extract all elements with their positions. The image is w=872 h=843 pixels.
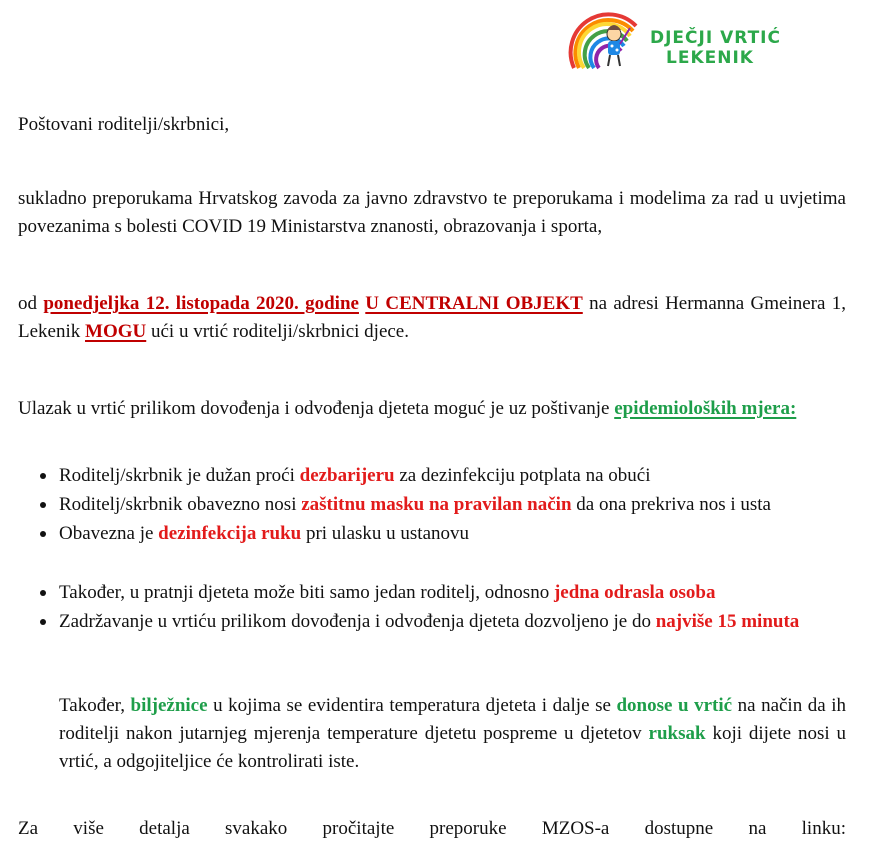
date-highlight: ponedjeljka 12. listopada 2020. godine [43, 293, 359, 314]
list-item: Roditelj/skrbnik je dužan proći dezbarijeru za dezinfekciju potplata na obući [18, 461, 846, 490]
list-item: Obavezna je dezinfekcija ruku pri ulasku u ustanovu [18, 519, 846, 548]
announcement-paragraph: od ponedjeljka 12. listopada 2020. godine U CENTRALNI OBJEKT na adresi Hermanna Gmeinera 1, Lekenik MOGU ući u vrtić roditelji/skrbnici djece. [18, 293, 846, 342]
list-item: Zadržavanje u vrtiću prilikom dovođenja i odvođenja djeteta dozvoljeno je do najviše 15 minuta [18, 607, 846, 636]
measures-list [18, 461, 846, 548]
measures-highlight: epidemioloških mjera: [614, 398, 797, 419]
intro-paragraph: sukladno preporukama Hrvatskog zavoda za javno zdravstvo te preporukama i modelima za rad u uvjetima povezanima s bolesti COVID 19 Ministarstva znanosti, obrazovanja i sporta, [18, 188, 846, 237]
entry-paragraph: Ulazak u vrtić prilikom dovođenja i odvođenja djeteta moguć je uz poštivanje epidemioloških mjera: [18, 398, 797, 419]
additional-rules-list [18, 578, 846, 636]
rainbow-child-logo-icon [566, 6, 656, 76]
kindergarten-logo [566, 6, 806, 76]
greeting: Poštovani roditelji/skrbnici, [18, 114, 230, 135]
list-item: Također, u pratnji djeteta može biti samo jedan roditelj, odnosno jedna odrasla osoba [18, 578, 846, 607]
list-item: Roditelj/skrbnik obavezno nosi zaštitnu masku na pravilan način da ona prekriva nos i usta [18, 490, 846, 519]
notebook-paragraph: Također, bilježnice u kojima se evidentira temperatura djeteta i dalje se donose u vrtić na način da ih roditelji nakon jutarnjeg mjerenja temperature djetetu pospreme u djetetov ruksak koji dijete nosi u vrtić, a odgojiteljice će kontrolirati iste. [59, 695, 847, 772]
footer-paragraph: Za više detalja svakako pročitajte preporuke MZOS-a dostupne na linku: [18, 818, 846, 839]
logo-title-line1: DJEČJI VRTIĆ [650, 28, 781, 48]
logo-title-line2: LEKENIK [666, 48, 754, 68]
may-highlight: MOGU [85, 321, 147, 342]
place-highlight: U CENTRALNI OBJEKT [365, 293, 583, 314]
